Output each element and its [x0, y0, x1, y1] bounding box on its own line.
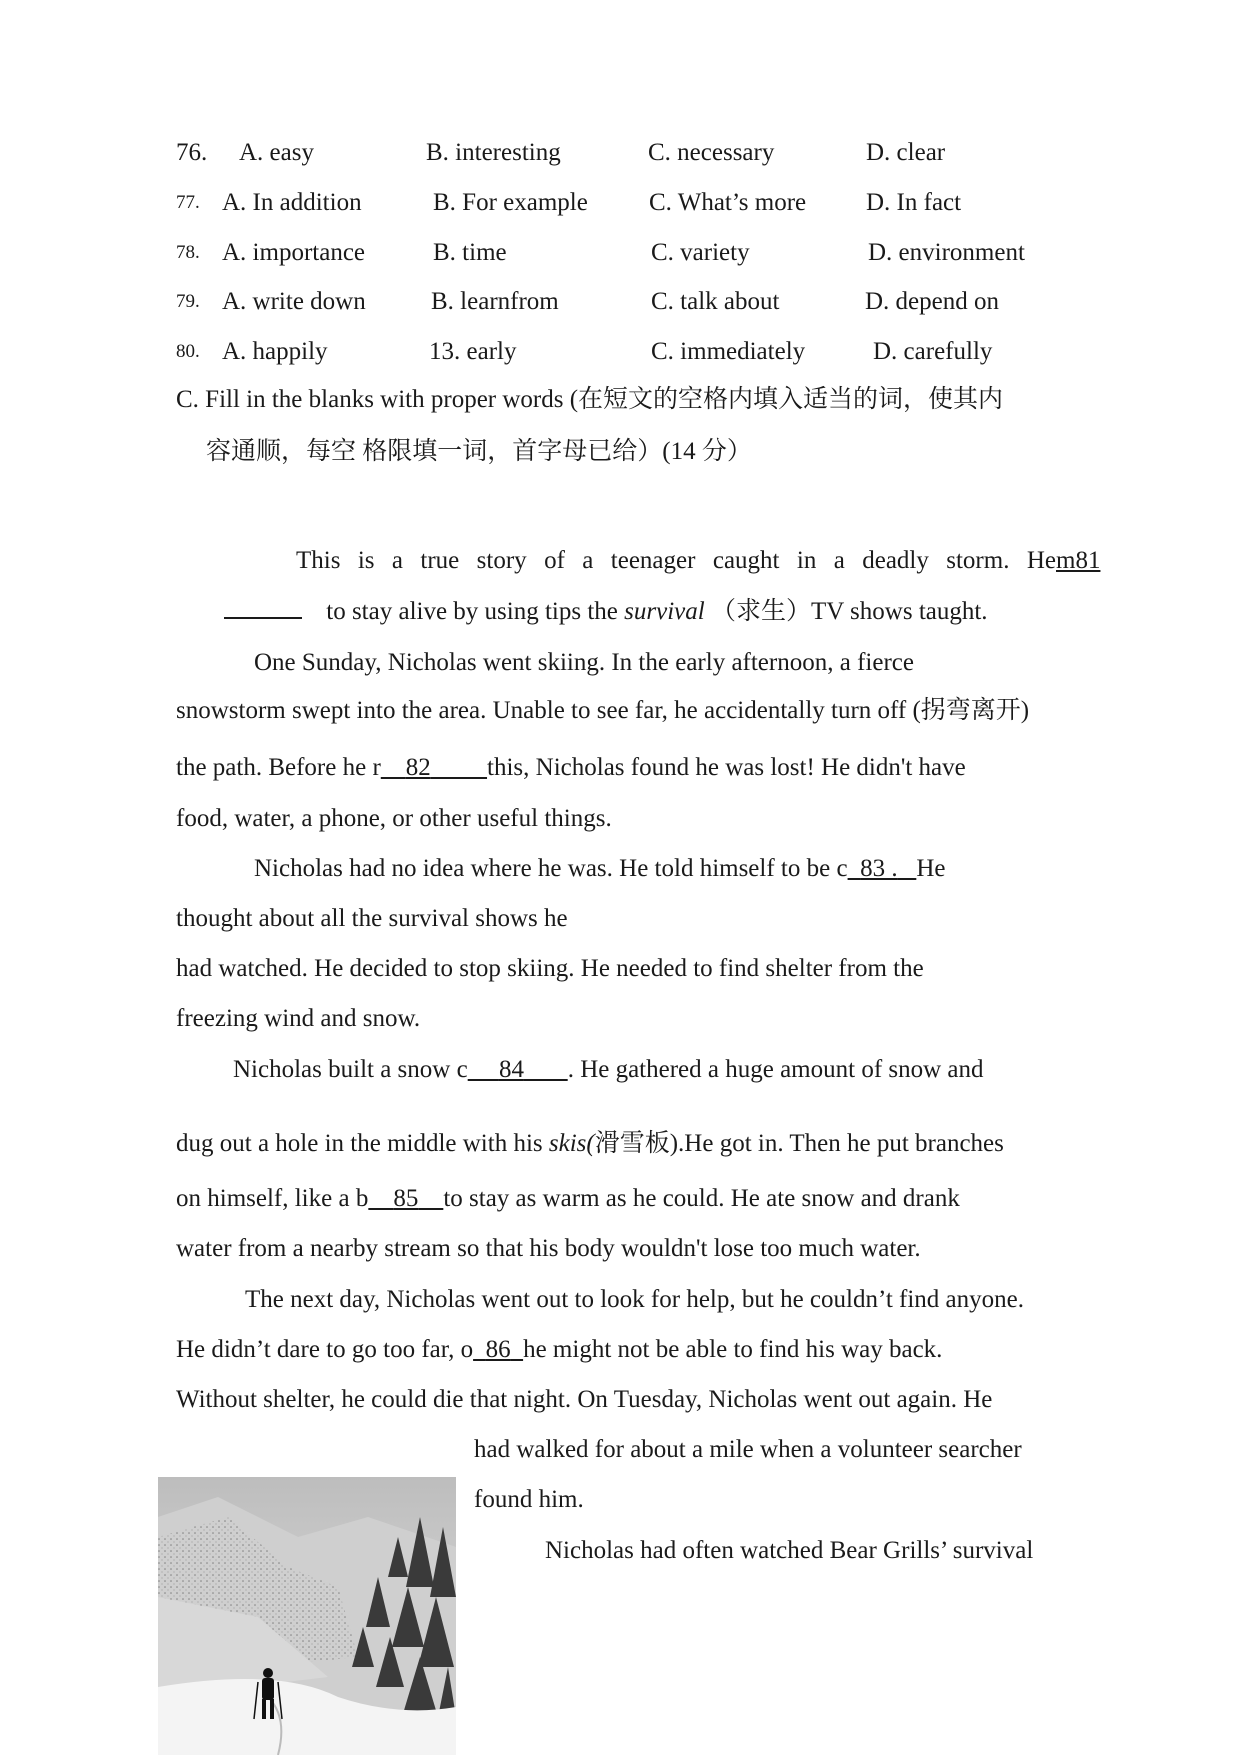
- passage-text: this, Nicholas found he was lost! He didn't have: [487, 754, 966, 781]
- passage-line: [545, 1534, 1033, 1568]
- passage-text: One Sunday, Nicholas went skiing. In the early afternoon, a fierce: [254, 649, 914, 676]
- passage-italic: skis(: [548, 1130, 595, 1157]
- blank-85: 85: [393, 1185, 419, 1212]
- option-d: D. environment: [868, 239, 1025, 266]
- passage-text: （求生）TV shows taught.: [710, 598, 988, 625]
- option-c: C. talk about: [651, 288, 780, 315]
- passage-line: [176, 802, 612, 836]
- passage-line: [176, 902, 568, 936]
- passage-text: 滑雪板).He got in. Then he put branches: [594, 1130, 1004, 1157]
- passage-text: water from a nearby stream so that his body wouldn't lose too much water.: [176, 1235, 921, 1262]
- passage-line: [474, 1433, 1022, 1467]
- passage-line: [176, 1232, 921, 1266]
- passage-text: to stay as warm as he could. He ate snow and drank: [443, 1185, 960, 1212]
- passage-line: [254, 852, 945, 886]
- question-number: 77.: [176, 192, 200, 213]
- passage-text: This is a true story of a teenager caught in a deadly storm. He: [296, 547, 1056, 574]
- blank-81-hint: m81: [1056, 547, 1101, 574]
- passage-text: on himself, like a b: [176, 1185, 369, 1212]
- passage-text: found him.: [474, 1486, 584, 1513]
- blank-86: 86: [485, 1336, 511, 1363]
- passage-text: had walked for about a mile when a volunteer searcher: [474, 1436, 1022, 1463]
- option-c: C. immediately: [651, 338, 806, 365]
- passage-line: [176, 1333, 942, 1367]
- passage-text: food, water, a phone, or other useful things.: [176, 805, 612, 832]
- section-heading-line2: 容通顺，每空 格限填一词，首字母已给）(14 分）: [206, 438, 752, 465]
- passage-line: [474, 1483, 584, 1517]
- passage-text: He: [916, 855, 946, 882]
- passage-line: [224, 591, 988, 629]
- passage-text: The next day, Nicholas went out to look for help, but he couldn’t find anyone.: [245, 1286, 1024, 1313]
- passage-text: Nicholas built a snow c: [233, 1056, 468, 1083]
- passage-text: the path. Before he r: [176, 754, 381, 781]
- blank-84: 84: [498, 1056, 524, 1083]
- option-b: B. For example: [433, 189, 588, 216]
- passage-text: he might not be able to find his way back.: [523, 1336, 943, 1363]
- option-a: A. happily: [222, 338, 328, 365]
- option-c: C. necessary: [648, 139, 775, 166]
- illustration-svg: [158, 1477, 456, 1755]
- passage-line: [176, 1002, 420, 1036]
- passage-text: He didn’t dare to go too far, o: [176, 1336, 474, 1363]
- passage-text: snowstorm swept into the area. Unable to see far, he accidentally turn off (拐弯离开): [176, 697, 1030, 724]
- blank-83: 83 .: [860, 855, 898, 882]
- passage-line: [245, 1283, 1024, 1317]
- option-d: D. In fact: [866, 189, 962, 216]
- passage-text: Nicholas had often watched Bear Grills’ survival: [545, 1537, 1034, 1564]
- blank-line: [224, 591, 302, 619]
- passage-italic: survival: [624, 598, 705, 625]
- passage-text: dug out a hole in the middle with his: [176, 1130, 543, 1157]
- question-number: 76.: [176, 139, 208, 166]
- option-c: C. variety: [651, 239, 750, 266]
- passage-text: thought about all the survival shows he: [176, 905, 568, 932]
- passage-line: [176, 751, 966, 785]
- option-a: A. write down: [222, 288, 366, 315]
- option-b: B. time: [433, 239, 507, 266]
- option-a: A. In addition: [222, 189, 362, 216]
- option-b: B. interesting: [426, 139, 561, 166]
- passage-text: freezing wind and snow.: [176, 1005, 421, 1032]
- snow-skier-illustration: [158, 1477, 456, 1755]
- passage-text: Nicholas had no idea where he was. He told himself to be c: [254, 855, 848, 882]
- option-d: D. clear: [866, 139, 946, 166]
- question-number: 80.: [176, 341, 200, 362]
- option-a: A. easy: [239, 139, 314, 166]
- blank-82: 82: [405, 754, 431, 781]
- passage-line: [233, 1053, 984, 1087]
- passage-line: [254, 646, 914, 680]
- passage-line: [176, 952, 924, 986]
- option-a: A. importance: [222, 239, 366, 266]
- section-heading-line1: C. Fill in the blanks with proper words (在短文的空格内填入适当的词，使其内: [176, 386, 1004, 413]
- passage-line: [176, 1383, 992, 1417]
- passage-line: [176, 694, 1029, 728]
- option-b: 13. early: [429, 338, 517, 365]
- option-d: D. depend on: [865, 288, 999, 315]
- passage-line: [176, 1182, 960, 1216]
- passage-text: Without shelter, he could die that night. On Tuesday, Nicholas went out again. He: [176, 1386, 993, 1413]
- question-number: 78.: [176, 242, 200, 263]
- option-d: D. carefully: [873, 338, 993, 365]
- passage-line: [176, 1127, 1004, 1161]
- passage-text: had watched. He decided to stop skiing. He needed to find shelter from the: [176, 955, 924, 982]
- passage-text: to stay alive by using tips the: [326, 598, 618, 625]
- option-c: C. What’s more: [649, 189, 807, 216]
- passage-line: [296, 544, 1142, 578]
- passage-text: . He gathered a huge amount of snow and: [567, 1056, 984, 1083]
- option-b: B. learnfrom: [431, 288, 559, 315]
- question-number: 79.: [176, 291, 200, 312]
